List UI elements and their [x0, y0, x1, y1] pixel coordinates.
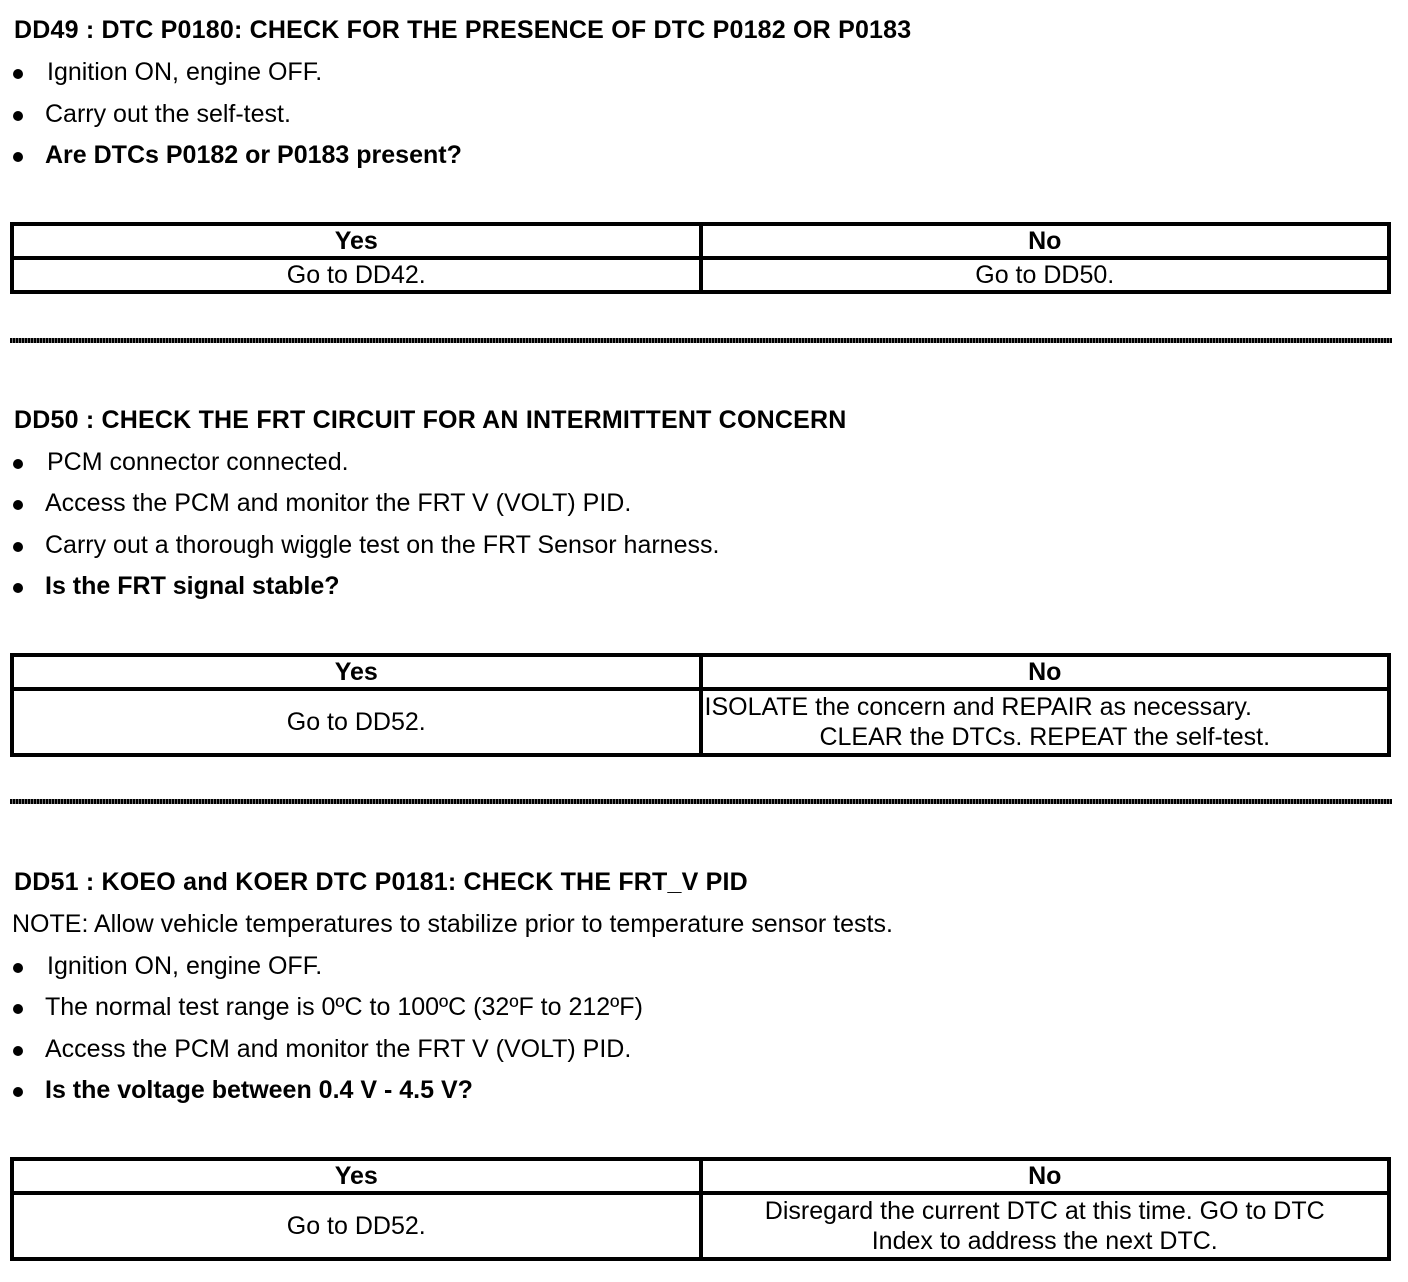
bullet-icon	[13, 542, 23, 552]
dd50-heading: DD50 : CHECK THE FRT CIRCUIT FOR AN INTERMITTENT CONCERN	[14, 406, 847, 434]
no-action: Go to DD50.	[701, 258, 1390, 292]
no-header: No	[701, 655, 1390, 689]
dd50-decision-table	[10, 653, 1391, 757]
bullet-icon	[13, 459, 23, 469]
no-action	[701, 689, 1390, 755]
bullet-icon	[13, 1087, 23, 1097]
yes-action: Go to DD52.	[12, 1193, 701, 1259]
no-header: No	[701, 1159, 1390, 1193]
bullet-icon	[13, 500, 23, 510]
no-action-line-2: Index to address the next DTC.	[871, 1227, 1218, 1255]
yes-action: Go to DD52.	[12, 689, 701, 755]
yes-action: Go to DD42.	[12, 258, 701, 292]
no-action-line-2: CLEAR the DTCs. REPEAT the self-test.	[819, 723, 1271, 751]
bullet-icon	[13, 152, 23, 162]
yes-header: Yes	[12, 224, 701, 258]
yes-header: Yes	[12, 1159, 701, 1193]
no-action	[701, 1193, 1390, 1259]
bullet-icon	[13, 963, 23, 973]
section-divider	[10, 799, 1392, 804]
bullet-icon	[13, 1046, 23, 1056]
bullet-icon	[13, 69, 23, 79]
bullet-icon	[13, 583, 23, 593]
no-action-line-1: Disregard the current DTC at this time. GO to DTC	[764, 1197, 1325, 1225]
bullet-icon	[13, 1004, 23, 1014]
yes-header: Yes	[12, 655, 701, 689]
dd51-heading: DD51 : KOEO and KOER DTC P0181: CHECK THE FRT_V PID	[14, 868, 748, 896]
dd51-note: NOTE: Allow vehicle temperatures to stabilize prior to temperature sensor tests.	[12, 910, 893, 938]
dd49-heading: DD49 : DTC P0180: CHECK FOR THE PRESENCE OF DTC P0182 OR P0183	[14, 16, 912, 44]
no-header: No	[701, 224, 1390, 258]
section-divider	[10, 338, 1392, 343]
dd51-decision-table	[10, 1157, 1391, 1261]
dd49-decision-table	[10, 222, 1391, 294]
no-action-line-1: ISOLATE the concern and REPAIR as necessary.	[704, 693, 1252, 721]
bullet-icon	[13, 111, 23, 121]
